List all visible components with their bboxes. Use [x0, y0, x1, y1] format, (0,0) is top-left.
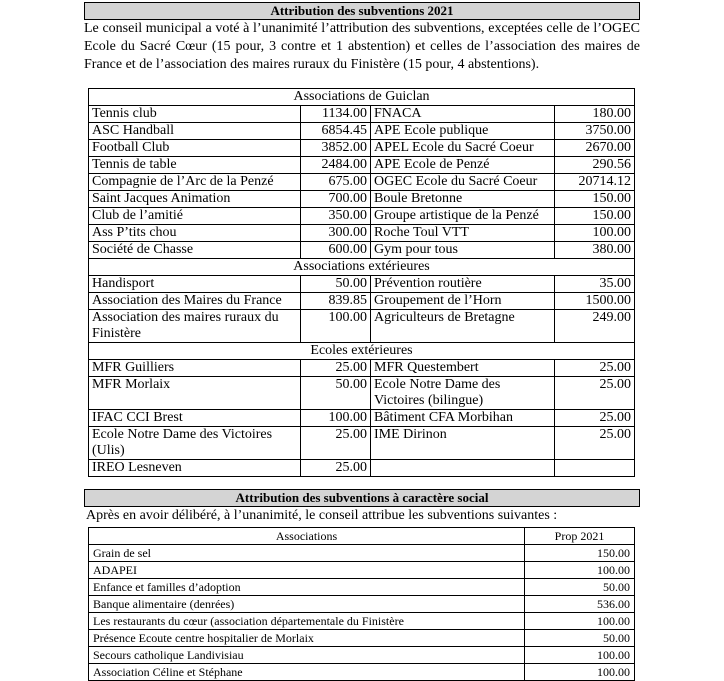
col-associations: Associations — [89, 528, 525, 545]
table-row — [89, 410, 635, 427]
section-header-social: Attribution des subventions à caractère social — [84, 489, 640, 507]
association-name — [371, 460, 555, 477]
table-row — [89, 579, 635, 596]
amount: 25.00 — [301, 427, 371, 460]
amount: 675.00 — [301, 174, 371, 191]
intro-paragraph: Le conseil municipal a voté à l’unanimité l’attribution des subventions, exceptées celle de l’OGEC Ecole du Sacré Cœur (15 pour, 3 contre et 1 abstention) et celles de l’association des maires de France et de l’association des maires ruraux du Finistère (15 pour, 4 abstentions). — [84, 21, 640, 72]
amount: 50.00 — [525, 579, 635, 596]
association-name: Secours catholique Landivisiau — [89, 647, 525, 664]
association-name: ADAPEI — [89, 562, 525, 579]
table-row — [89, 208, 635, 225]
association-name: OGEC Ecole du Sacré Coeur — [371, 174, 555, 191]
amount: 3852.00 — [301, 140, 371, 157]
table-row — [89, 293, 635, 310]
section-title: Ecoles extérieures — [89, 343, 635, 360]
association-name: Gym pour tous — [371, 242, 555, 259]
association-name: MFR Morlaix — [89, 377, 301, 410]
amount: 100.00 — [301, 310, 371, 343]
amount: 100.00 — [525, 613, 635, 630]
amount: 150.00 — [525, 545, 635, 562]
association-name: APEL Ecole du Sacré Coeur — [371, 140, 555, 157]
association-name: Groupe artistique de la Penzé — [371, 208, 555, 225]
association-name: APE Ecole publique — [371, 123, 555, 140]
table-row — [89, 647, 635, 664]
association-name: APE Ecole de Penzé — [371, 157, 555, 174]
section-title: Associations de Guiclan — [89, 89, 635, 106]
association-name: Football Club — [89, 140, 301, 157]
association-name: Société de Chasse — [89, 242, 301, 259]
association-name: Les restaurants du cœur (association départementale du Finistère — [89, 613, 525, 630]
table-row — [89, 596, 635, 613]
association-name: IREO Lesneven — [89, 460, 301, 477]
association-name: Association des maires ruraux du Finistère — [89, 310, 301, 343]
section-title-row — [89, 259, 635, 276]
table-row — [89, 360, 635, 377]
amount: 50.00 — [301, 377, 371, 410]
amount: 600.00 — [301, 242, 371, 259]
table-row — [89, 630, 635, 647]
association-name: IFAC CCI Brest — [89, 410, 301, 427]
association-name: Présence Ecoute centre hospitalier de Morlaix — [89, 630, 525, 647]
amount: 700.00 — [301, 191, 371, 208]
association-name: ASC Handball — [89, 123, 301, 140]
association-name: Prévention routière — [371, 276, 555, 293]
amount: 249.00 — [555, 310, 635, 343]
amount: 100.00 — [525, 562, 635, 579]
amount: 2670.00 — [555, 140, 635, 157]
table-row — [89, 664, 635, 681]
association-name: Handisport — [89, 276, 301, 293]
table-row — [89, 140, 635, 157]
association-name: Compagnie de l’Arc de la Penzé — [89, 174, 301, 191]
association-name: Association des Maires du France — [89, 293, 301, 310]
section-title-row — [89, 343, 635, 360]
amount: 20714.12 — [555, 174, 635, 191]
association-name: Enfance et familles d’adoption — [89, 579, 525, 596]
amount: 1134.00 — [301, 106, 371, 123]
amount: 25.00 — [555, 410, 635, 427]
amount: 290.56 — [555, 157, 635, 174]
table-row — [89, 562, 635, 579]
table-row — [89, 427, 635, 460]
amount: 35.00 — [555, 276, 635, 293]
amount: 3750.00 — [555, 123, 635, 140]
amount: 839.85 — [301, 293, 371, 310]
amount: 150.00 — [555, 191, 635, 208]
association-name: Boule Bretonne — [371, 191, 555, 208]
association-name: Roche Toul VTT — [371, 225, 555, 242]
table-row — [89, 225, 635, 242]
amount: 25.00 — [555, 377, 635, 410]
table-row — [89, 276, 635, 293]
section-title-row — [89, 89, 635, 106]
association-name: Saint Jacques Animation — [89, 191, 301, 208]
table-row — [89, 545, 635, 562]
amount: 2484.00 — [301, 157, 371, 174]
subventions-table — [88, 88, 635, 477]
table-row — [89, 377, 635, 410]
amount: 25.00 — [555, 427, 635, 460]
association-name: FNACA — [371, 106, 555, 123]
amount: 536.00 — [525, 596, 635, 613]
section-title: Associations extérieures — [89, 259, 635, 276]
amount: 25.00 — [301, 360, 371, 377]
association-name: Groupement de l’Horn — [371, 293, 555, 310]
amount: 300.00 — [301, 225, 371, 242]
association-name: Banque alimentaire (denrées) — [89, 596, 525, 613]
association-name: Grain de sel — [89, 545, 525, 562]
association-name: IME Dirinon — [371, 427, 555, 460]
table-row — [89, 242, 635, 259]
social-table — [88, 527, 635, 681]
section-header-subventions: Attribution des subventions 2021 — [84, 2, 640, 20]
association-name: MFR Questembert — [371, 360, 555, 377]
amount: 380.00 — [555, 242, 635, 259]
amount: 100.00 — [555, 225, 635, 242]
amount: 180.00 — [555, 106, 635, 123]
social-intro: Après en avoir délibéré, à l’unanimité, le conseil attribue les subventions suivantes : — [86, 508, 558, 523]
association-name: Ass P’tits chou — [89, 225, 301, 242]
amount: 6854.45 — [301, 123, 371, 140]
association-name: Ecole Notre Dame des Victoires (bilingue) — [371, 377, 555, 410]
amount — [555, 460, 635, 477]
association-name: Association Céline et Stéphane — [89, 664, 525, 681]
table-row — [89, 106, 635, 123]
table-row — [89, 191, 635, 208]
association-name: Bâtiment CFA Morbihan — [371, 410, 555, 427]
social-header-row — [89, 528, 635, 545]
association-name: Tennis club — [89, 106, 301, 123]
amount: 100.00 — [525, 664, 635, 681]
table-row — [89, 613, 635, 630]
table-row — [89, 123, 635, 140]
amount: 50.00 — [525, 630, 635, 647]
amount: 100.00 — [525, 647, 635, 664]
amount: 100.00 — [301, 410, 371, 427]
table-row — [89, 310, 635, 343]
amount: 25.00 — [555, 360, 635, 377]
col-prop-2021: Prop 2021 — [525, 528, 635, 545]
association-name: Agriculteurs de Bretagne — [371, 310, 555, 343]
amount: 350.00 — [301, 208, 371, 225]
amount: 25.00 — [301, 460, 371, 477]
association-name: MFR Guilliers — [89, 360, 301, 377]
association-name: Club de l’amitié — [89, 208, 301, 225]
association-name: Ecole Notre Dame des Victoires (Ulis) — [89, 427, 301, 460]
table-row — [89, 157, 635, 174]
association-name: Tennis de table — [89, 157, 301, 174]
table-row — [89, 460, 635, 477]
amount: 1500.00 — [555, 293, 635, 310]
table-row — [89, 174, 635, 191]
amount: 50.00 — [301, 276, 371, 293]
amount: 150.00 — [555, 208, 635, 225]
